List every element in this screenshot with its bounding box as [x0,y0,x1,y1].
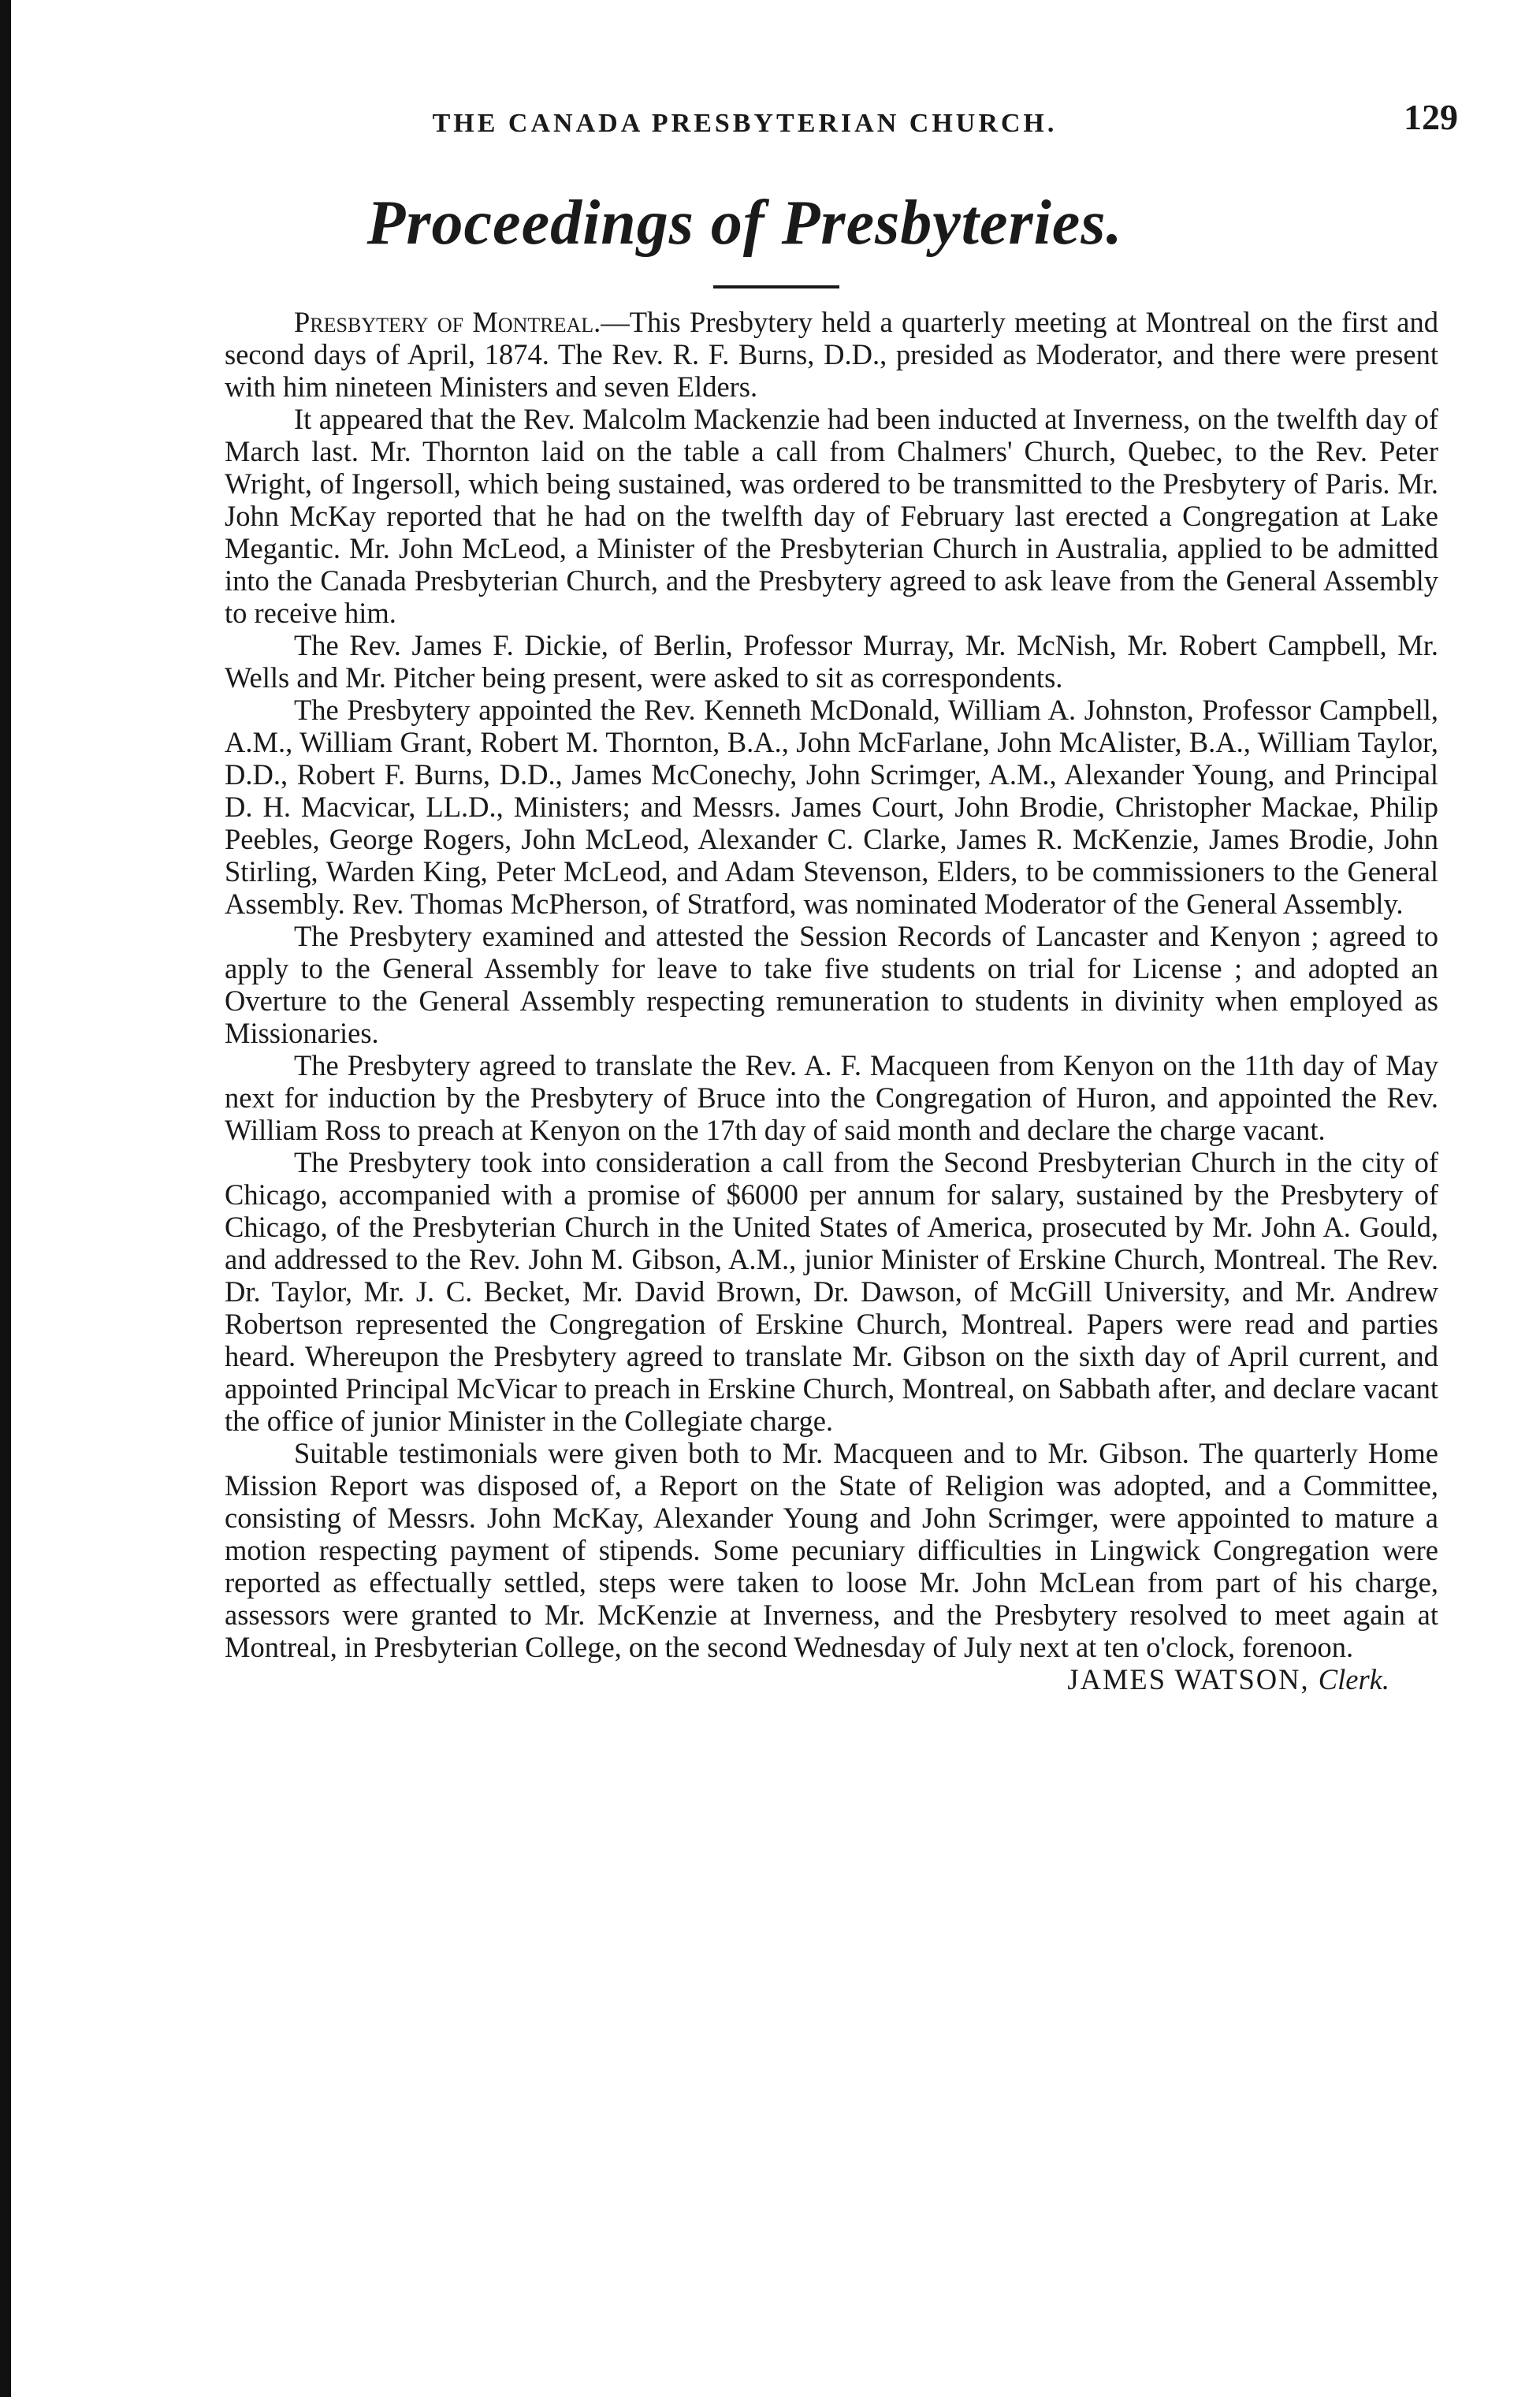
article-body [225,306,1438,1695]
paragraph-6: The Presbytery agreed to translate the Rev. A. F. Macqueen from Kenyon on the 11th day of May next for induction by the Presbytery of Bruce into the Congregation of Huron, and appointed the Rev. William Ross to preach at Kenyon on the 17th day of said month and declare the charge vacant. [225,1049,1438,1146]
section-title: Proceedings of Presbyteries. [366,188,1123,258]
paragraph-5: The Presbytery examined and attested the Session Records of Lancaster and Kenyon ; agreed to apply to the General Assembly for leave to take five students on trial for License ; and adopted an Overture to the General Assembly respecting remuneration to students in divinity when employed as Missionaries. [225,920,1438,1049]
page-edge-rule [0,0,11,2397]
signature-name: JAMES WATSON, [1067,1663,1310,1695]
paragraph-2: It appeared that the Rev. Malcolm Mackenzie had been inducted at Inverness, on the twelfth day of March last. Mr. Thornton laid on the table a call from Chalmers' Church, Quebec, to the Rev. Peter Wright, of Ingersoll, which being sustained, was ordered to be transmitted to the Presbytery of Paris. Mr. John McKay reported that he had on the twelfth day of February last erected a Congregation at Lake Megantic. Mr. John McLeod, a Minister of the Presbyterian Church in Australia, applied to be admitted into the Canada Presbyterian Church, and the Presbytery agreed to ask leave from the General Assembly to receive him. [225,403,1438,629]
paragraph-1-text: —This Presbytery held a quarterly meeting at Montreal on the first and second days of April, 1874. The Rev. R. F. Burns, D.D., presided as Moderator, and there were present with him nineteen Ministers and seven Elders. [225,306,1438,403]
paragraph-3: The Rev. James F. Dickie, of Berlin, Professor Murray, Mr. McNish, Mr. Robert Campbell, Mr. Wells and Mr. Pitcher being present, were asked to sit as correspondents. [225,629,1438,694]
signature-role: Clerk. [1318,1663,1389,1695]
paragraph-4: The Presbytery appointed the Rev. Kenneth McDonald, William A. Johnston, Professor Campbell, A.M., William Grant, Robert M. Thornton, B.A., John McFarlane, John McAlister, B.A., William Taylor, D.D., Robert F. Burns, D.D., James McConechy, John Scrimger, A.M., Alexander Young, and Principal D. H. Macvicar, LL.D., Ministers; and Messrs. James Court, John Brodie, Christopher Mackae, Philip Peebles, George Rogers, John McLeod, Alexander C. Clarke, James R. McKenzie, James Brodie, John Stirling, Warden King, Peter McLeod, and Adam Stevenson, Elders, to be commissioners to the General Assembly. Rev. Thomas McPherson, of Stratford, was nominated Moderator of the General Assembly. [225,694,1438,920]
running-header: THE CANADA PRESBYTERIAN CHURCH. [432,109,1058,138]
presbytery-lead-in: Presbytery of Montreal. [294,306,601,338]
paragraph-1 [225,306,1438,403]
signature [225,1663,1438,1695]
paragraph-7: The Presbytery took into consideration a call from the Second Presbyterian Church in the city of Chicago, accompanied with a promise of $6000 per annum for salary, sustained by the Presbytery of Chicago, of the Presbyterian Church in the United States of America, prosecuted by Mr. John A. Gould, and addressed to the Rev. John M. Gibson, A.M., junior Minister of Erskine Church, Montreal. The Rev. Dr. Taylor, Mr. J. C. Becket, Mr. David Brown, Dr. Dawson, of McGill University, and Mr. Andrew Robertson represented the Congregation of Erskine Church, Montreal. Papers were read and parties heard. Whereupon the Presbytery agreed to translate Mr. Gibson on the sixth day of April current, and appointed Principal McVicar to preach in Erskine Church, Montreal, on Sabbath after, and declare vacant the office of junior Minister in the Collegiate charge. [225,1146,1438,1437]
title-divider [713,285,839,288]
paragraph-8: Suitable testimonials were given both to Mr. Macqueen and to Mr. Gibson. The quarterly Home Mission Report was disposed of, a Report on the State of Religion was adopted, and a Committee, consisting of Messrs. John McKay, Alexander Young and John Scrimger, were appointed to mature a motion respecting payment of stipends. Some pecuniary difficulties in Lingwick Congregation were reported as effectually settled, steps were taken to loose Mr. John McLean from part of his charge, assessors were granted to Mr. McKenzie at Inverness, and the Presbytery resolved to meet again at Montreal, in Presbyterian College, on the second Wednesday of July next at ten o'clock, forenoon. [225,1437,1438,1663]
page-number: 129 [1404,97,1458,137]
